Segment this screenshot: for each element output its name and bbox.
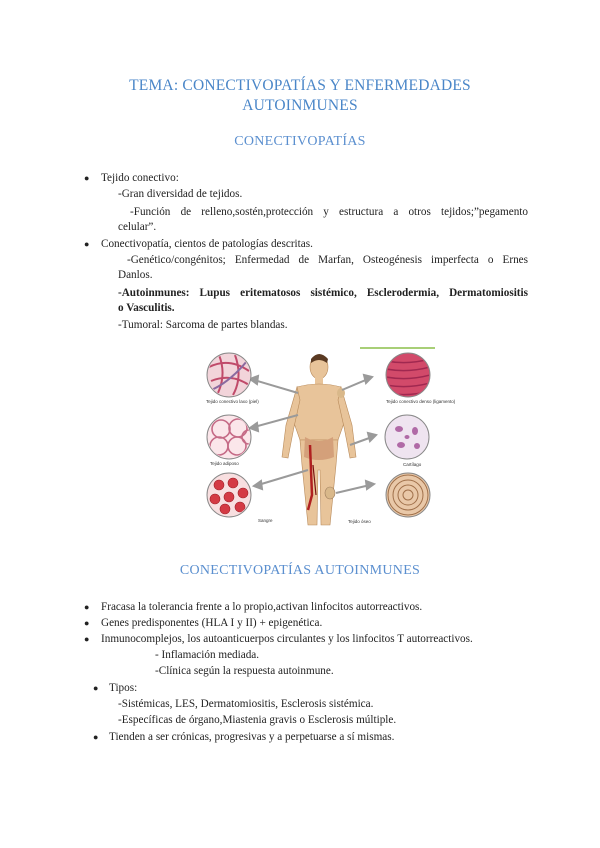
bullet-icon: ●: [84, 239, 90, 249]
list-subitem-bold-continuation: o Vasculitis.: [118, 302, 175, 314]
human-body-icon: [282, 354, 356, 525]
bullet-icon: ●: [84, 602, 90, 612]
bone-tissue-image: [386, 473, 430, 517]
label-dense-tissue: Tejido conectivo denso (ligamento): [386, 399, 456, 404]
list-subitem: -Función de relleno,sostén,protección y estructura a otros tejidos;”pegamento: [130, 206, 528, 218]
section-heading-conectivopatias: CONECTIVOPATÍAS: [234, 134, 366, 149]
list-item: Fracasa la tolerancia frente a lo propio,activan linfocitos autorreactivos.: [101, 601, 423, 613]
page-title-line-1: TEMA: CONECTIVOPATÍAS Y ENFERMEDADES: [129, 77, 471, 94]
label-loose-tissue: Tejido conectivo laxo (piel): [206, 399, 259, 404]
connective-tissue-figure: [200, 345, 456, 527]
bullet-icon: ●: [84, 618, 90, 628]
list-item: Genes predisponentes (HLA I y II) + epigenética.: [101, 617, 323, 629]
cartilage-image: [385, 415, 429, 459]
list-item: Tipos:: [109, 682, 138, 694]
list-subitem: -Genético/congénitos; Enfermedad de Marfan, Osteogénesis imperfecta o Ernes: [127, 254, 528, 266]
bullet-icon: ●: [93, 683, 99, 693]
list-item: Inmunocomplejos, los autoanticuerpos circulantes y los linfocitos T autorreactivos.: [101, 633, 473, 645]
dense-connective-tissue-image: [386, 353, 430, 397]
list-item: Tejido conectivo:: [101, 172, 179, 184]
list-subitem: -Específicas de órgano,Miastenia gravis o Esclerosis múltiple.: [118, 714, 397, 726]
label-blood: Sangre: [258, 518, 273, 523]
label-adipose-tissue: Tejido adiposo: [210, 461, 239, 466]
label-cartilage: Cartílago: [403, 462, 422, 467]
list-subitem: -Sistémicas, LES, Dermatomiositis, Esclerosis sistémica.: [118, 698, 374, 710]
loose-connective-tissue-image: [207, 353, 251, 397]
list-item: Tienden a ser crónicas, progresivas y a perpetuarse a sí mismas.: [109, 731, 395, 743]
bullet-icon: ●: [84, 634, 90, 644]
list-subitem: - Inflamación mediada.: [155, 649, 260, 661]
list-item: Conectivopatía, cientos de patologías descritas.: [101, 238, 313, 250]
list-subitem: -Gran diversidad de tejidos.: [118, 188, 243, 200]
list-subitem: -Tumoral: Sarcoma de partes blandas.: [118, 319, 288, 331]
list-subitem-continuation: celular”.: [118, 221, 157, 233]
blood-image: [207, 473, 251, 517]
label-bone-tissue: Tejido óseo: [348, 519, 371, 524]
bullet-icon: ●: [93, 732, 99, 742]
list-subitem-bold: -Autoinmunes: Lupus eritematosos sistémico, Esclerodermia, Dermatomiositis: [118, 287, 528, 299]
page-title-line-2: AUTOINMUNES: [242, 97, 358, 114]
list-subitem: -Clínica según la respuesta autoinmune.: [155, 665, 334, 677]
section-heading-autoinmunes: CONECTIVOPATÍAS AUTOINMUNES: [179, 563, 421, 578]
bullet-icon: ●: [84, 173, 90, 183]
adipose-tissue-image: [207, 415, 256, 459]
list-subitem-continuation: Danlos.: [118, 269, 153, 281]
